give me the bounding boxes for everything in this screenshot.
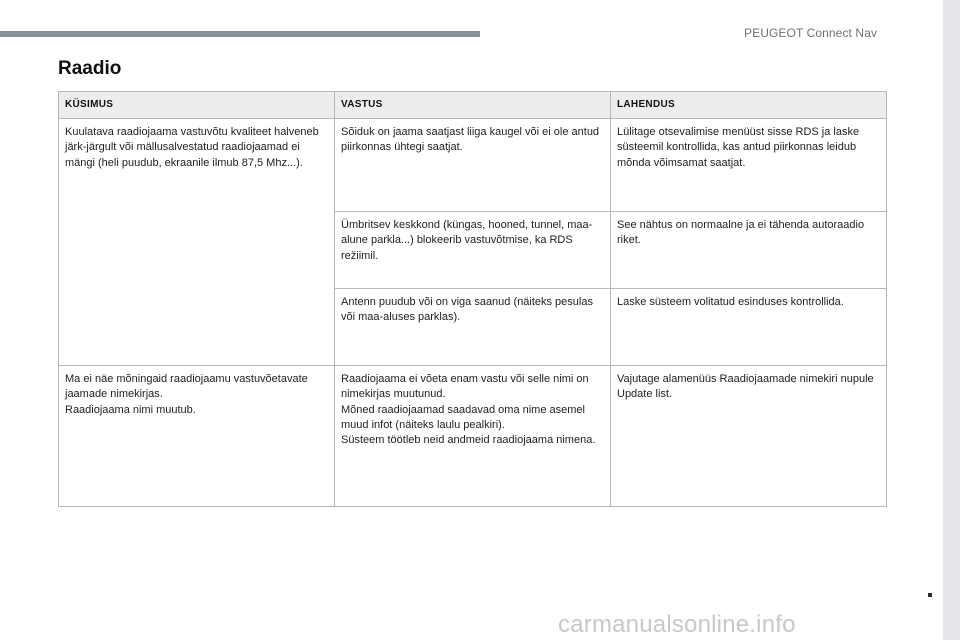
page-marker-dot bbox=[928, 593, 932, 597]
table-row bbox=[59, 366, 887, 507]
header-solution: LAHENDUS bbox=[611, 92, 887, 119]
watermark: carmanualsonline.info bbox=[558, 611, 796, 638]
faq-table bbox=[58, 91, 887, 507]
solution-cell: Lülitage otsevalimise menüüst sisse RDS ja laske süsteemil kontrollida, kas antud piirkonnas leidub mõnda võimsamat saatjat. bbox=[611, 119, 887, 212]
table-row bbox=[59, 119, 887, 212]
answer-cell: Antenn puudub või on viga saanud (näiteks pesulas või maa-aluses parklas). bbox=[335, 289, 611, 366]
answer-cell: Ümbritsev keskkond (küngas, hooned, tunnel, maa-alune parkla...) blokeerib vastuvõtmise, ka RDS režiimil. bbox=[335, 212, 611, 289]
page-number: 39 bbox=[921, 613, 934, 625]
page-side-strip bbox=[943, 0, 960, 640]
page-title: Raadio bbox=[58, 58, 122, 79]
header-brand: PEUGEOT Connect Nav bbox=[744, 26, 878, 40]
solution-cell: Vajutage alamenüüs Raadiojaamade nimekiri nupule Update list. bbox=[611, 366, 887, 507]
answer-cell: Sõiduk on jaama saatjast liiga kaugel või ei ole antud piirkonnas ühtegi saatjat. bbox=[335, 119, 611, 212]
header-bar bbox=[0, 31, 480, 37]
header-answer: VASTUS bbox=[335, 92, 611, 119]
solution-cell: Laske süsteem volitatud esinduses kontrollida. bbox=[611, 289, 887, 366]
header-question: KÜSIMUS bbox=[59, 92, 335, 119]
answer-cell: Raadiojaama ei võeta enam vastu või selle nimi on nimekirjas muutunud. Mõned raadiojaamad saadavad oma nime asemel muud infot (näiteks laulu pealkiri). Süsteem töötleb neid andmeid raadiojaama nimena. bbox=[335, 366, 611, 507]
question-cell: Ma ei näe mõningaid raadiojaamu vastuvõetavate jaamade nimekirjas. Raadiojaama nimi muutub. bbox=[59, 366, 335, 507]
table-header-row bbox=[59, 92, 887, 119]
solution-cell: See nähtus on normaalne ja ei tähenda autoraadio riket. bbox=[611, 212, 887, 289]
question-cell: Kuulatava raadiojaama vastuvõtu kvaliteet halveneb järk-järgult või mällusalvestatud raadiojaamad ei mängi (heli puudub, ekraanile ilmub 87,5 Mhz...). bbox=[59, 119, 335, 366]
